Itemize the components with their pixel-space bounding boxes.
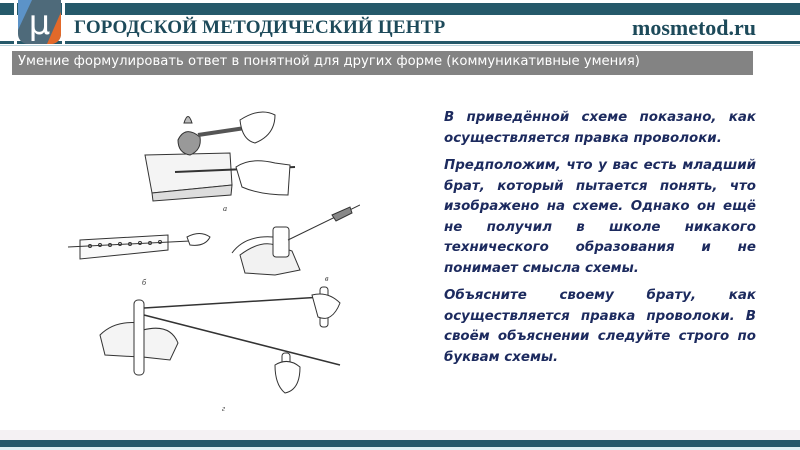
footer-bar xyxy=(0,440,800,447)
header-divider-thin xyxy=(0,45,800,46)
logo-separator-right xyxy=(62,0,65,44)
figure-a xyxy=(145,112,295,213)
figure-c xyxy=(232,205,360,283)
paragraph-task: Объясните своему брату, как осуществляется правка проволоки. В своём объяснении следуйте строго по буквам схемы. xyxy=(444,288,756,365)
site-name: mosmetod.ru xyxy=(632,15,757,40)
organization-title: ГОРОДСКОЙ МЕТОДИЧЕСКИЙ ЦЕНТР xyxy=(74,17,446,38)
header-top-bar xyxy=(0,3,800,15)
figure-d xyxy=(100,287,340,413)
svg-text:в: в xyxy=(325,274,329,283)
paragraph-scenario: Предположим, что у вас есть младший брат, который пытается понять, что изображено на схеме. Однако он ещё не получил в школе никакого технического образования и не понимает смысла схемы. xyxy=(444,158,756,276)
svg-text:б: б xyxy=(142,278,147,287)
subtitle-bar xyxy=(12,51,753,75)
paragraph-intro: В приведённой схеме показано, как осуществляется правка проволоки. xyxy=(444,110,756,146)
header-divider xyxy=(0,41,800,44)
task-text xyxy=(444,108,756,375)
logo-separator-left xyxy=(14,0,17,44)
logo-mu-icon: μ xyxy=(28,3,51,43)
footer-band xyxy=(0,430,800,440)
svg-text:г: г xyxy=(222,404,226,413)
figure-b xyxy=(68,234,210,288)
subtitle-text: Умение формулировать ответ в понятной для других форме (коммуникативные умения) xyxy=(18,54,640,69)
wire-straightening-illustration xyxy=(60,95,360,415)
svg-text:а: а xyxy=(223,204,227,213)
logo xyxy=(18,0,61,44)
